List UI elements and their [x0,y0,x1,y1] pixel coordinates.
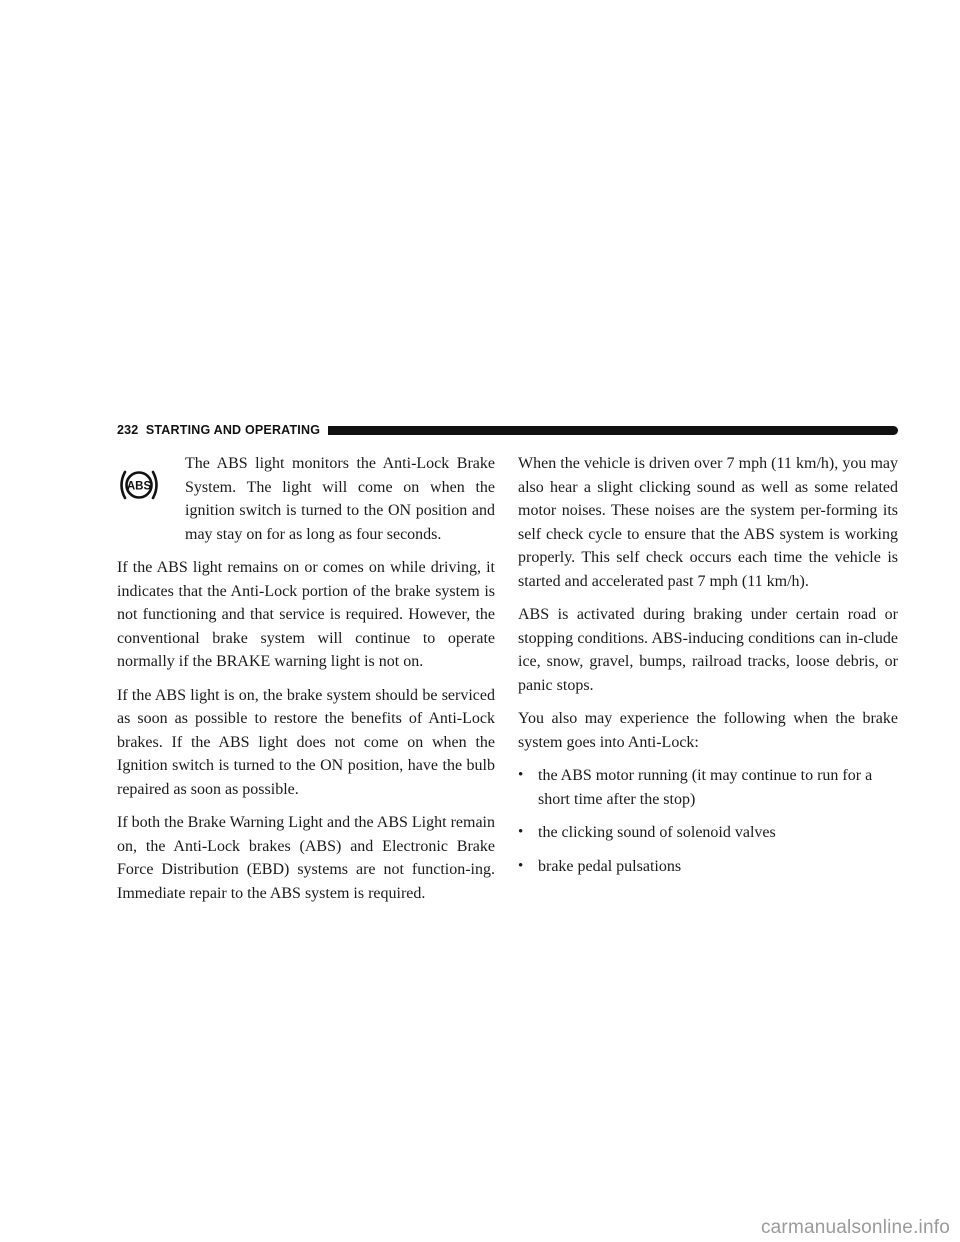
anti-lock-effects-list [518,764,898,878]
bullet-icon: • [518,767,524,783]
abs-light-section [117,452,495,546]
abs-light-description: The ABS light monitors the Anti-Lock Brake System. The light will come on when the ignition switch is turned to the ON position and may stay on for as long as four seconds. [185,455,495,543]
bullet-icon: • [518,857,524,874]
list-item [518,821,898,845]
left-column [117,452,495,915]
paragraph-abs-service: If the ABS light is on, the brake system should be serviced as soon as possible to restore the benefits of Anti-Lock brakes. If the ABS light does not come on when the Ignition switch is turned to the ON position, have the bulb repaired as soon as possible. [117,686,495,798]
right-column [518,452,898,888]
page-header-text [117,423,320,437]
list-item-text: the clicking sound of solenoid valves [538,824,776,841]
list-item [518,764,898,811]
list-item [518,855,898,879]
watermark: carmanualsonline.info [760,1217,950,1238]
list-item-text: the ABS motor running (it may continue to run for a short time after the stop) [538,767,873,808]
paragraph-abs-activation: ABS is activated during braking under certain road or stopping conditions. ABS-inducing conditions can in-clude ice, snow, gravel, bumps, railroad tracks, loose debris, or panic stops. [518,606,898,694]
abs-warning-light-icon [117,452,185,502]
page-header [117,421,898,439]
paragraph-abs-remains-on: If the ABS light remains on or comes on while driving, it indicates that the Anti-Lock portion of the brake system is not functioning and that service is required. However, the conventional brake system will continue to operate normally if the BRAKE warning light is not on. [117,559,495,670]
list-item-text: brake pedal pulsations [538,857,682,875]
page-number: 232 [117,423,139,437]
bullet-icon: • [518,824,524,840]
abs-icon-label: ABS [126,480,152,493]
section-title: STARTING AND OPERATING [145,423,321,437]
paragraph-anti-lock-experience: You also may experience the following when the brake system goes into Anti-Lock: [518,710,898,751]
paragraph-self-check: When the vehicle is driven over 7 mph (11 km/h), you may also hear a slight clicking sound as well as some related motor noises. These noises are the system per-forming its self check cycle to ensure that the ABS system is working properly. This self check occurs each time the vehicle is started and accelerated past 7 mph (11 km/h). [518,455,898,590]
paragraph-both-lights-on: If both the Brake Warning Light and the ABS Light remain on, the Anti-Lock brakes (ABS) and Electronic Brake Force Distribution (EBD) systems are not function-ing. Immediate repair to the ABS system is required. [117,814,495,902]
header-rule [328,426,898,435]
